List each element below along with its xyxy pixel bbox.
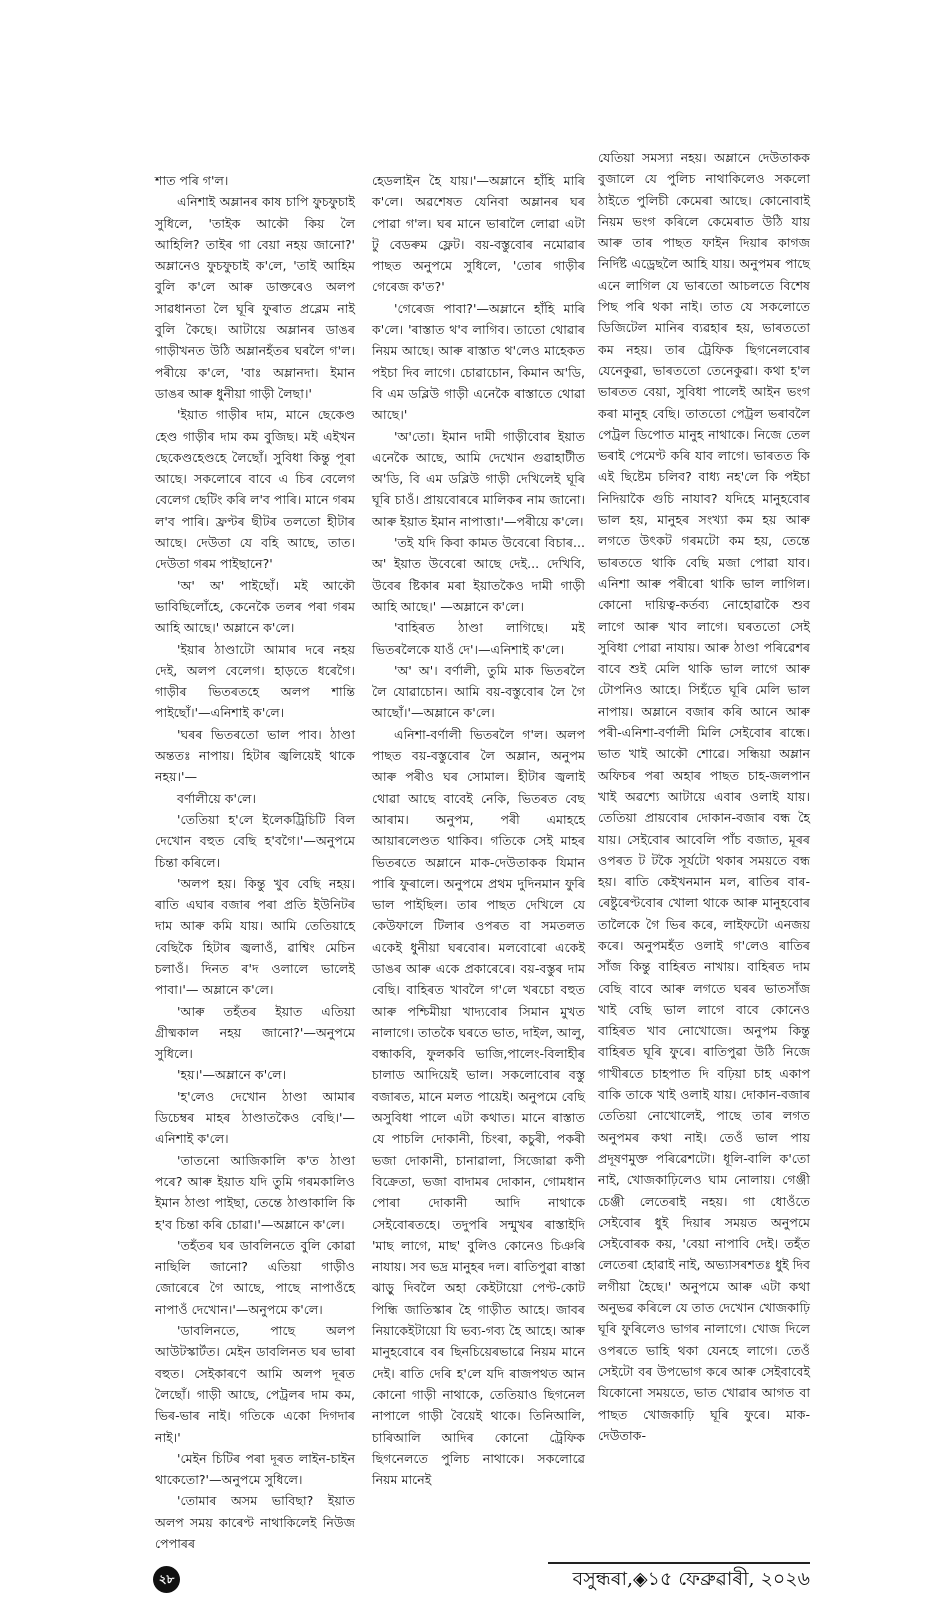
paragraph: 'ঘৰৰ ভিতৰতো ভাল পাব। ঠাণ্ডা অন্ততঃ নাপায়। হিটাৰ জ্বলিয়েই থাকে নহয়।'— (155, 726, 355, 785)
paragraph: বৰ্ণালীয়ে ক'লে। (177, 790, 257, 806)
paragraph: 'হয়।'—অম্লানে ক'লে। (177, 1067, 287, 1083)
paragraph: 'অ' অ' পাইছোঁ। মই আকৌ ভাবিছিলোঁহে, কেনেকৈ তলৰ পৰা গৰম আহি আছে।' অম্লানে ক'লে। (155, 577, 355, 636)
paragraph: 'ইয়াত গাড়ীৰ দাম, মানে ছেকেণ্ড হেণ্ড গাড়ীৰ দাম কম বুজিছ। মই এইখন ছেকেণ্ডহেণ্ডহে লৈছোঁ। সুবিধা কিন্তু পূৰা আছে। সকলোৰে বাবে এ চিৰ বেলেগ বেলেগ ছেটিং কৰি ল'ব পাৰি। মানে গৰম ল'ব পাৰি। ফ্ৰণ্টৰ ছীটৰ তলতো হীটাৰ আছে। দেউতা যে বহি আছে, তাত। দেউতা গৰম পাইছানে?' (155, 407, 355, 572)
footer-divider (548, 1562, 810, 1564)
paragraph: শাত পৰি গ'ল। (155, 173, 229, 188)
paragraph: 'তই যদি কিবা কামত উবেৰো বিচাৰ... অ' ইয়াত উবেৰো আছে দেই... দেখিবি, উবেৰ ষ্টিকাৰ মৰা ইয়াতকৈও দামী গাড়ী আহি আছে।' —অম্লানে ক'লে। (372, 535, 585, 614)
paragraph: 'মেইন চিটিৰ পৰা দূৰত লাইন-চাইন থাকেতো?'—অনুপমে সুধিলে। (155, 1450, 355, 1488)
paragraph: 'অলপ হয়। কিন্তু খুব বেছি নহয়। ৰাতি এঘাৰ বজাৰ পৰা প্ৰতি ইউনিটৰ দাম আৰু কমি যায়। আমি তেতিয়াহে বেছিকৈ হিটাৰ জ্বলাওঁ, ৱাশ্বিং মেচিন চলাওঁ। দিনত ৰ'দ ওলালে ভালেই পাবা।'— অম্লানে ক'লে। (155, 875, 355, 998)
paragraph: 'তেতিয়া হ'লে ইলেকট্ৰিচিটি বিল দেখোন বহুত বেছি হ'বগৈ।'—অনুপমে চিন্তা কৰিলে। (155, 811, 355, 870)
article-column-2 (372, 170, 585, 1490)
paragraph: এনিশা-বৰ্ণালী ভিতৰলৈ গ'ল। অলপ পাছত বয়-বস্তুবোৰ লৈ অম্লান, অনুপম আৰু পৰীও ঘৰ সোমাল। হীটাৰ জ্বলাই থোৱা আছে বাবেই নেকি, ভিতৰত বেছ আৰাম। অনুপম, পৰী এমাহহে আয়াৰলেণ্ডত থাকিব। গতিকে সেই মাহৰ ভিতৰতে অম্লানে মাক-দেউতাকক যিমান পাৰি ফুৰালে। অনুপমে প্ৰথম দুদিনমান ফুৰি ভাল পাইছিল। তাৰ পাছত দেখিলে যে কেউফালে টিলাৰ ওপৰত বা সমতলত একেই ধুনীয়া ঘৰবোৰ। মলবোৰো একেই ডাঙৰ আৰু একে প্ৰকাৰেৰে। বয়-বস্তুৰ দাম বেছি। বাহিৰত খাবলৈ গ'লে খৰচো বহুত আৰু পশ্চিমীয়া খাদ্যবোৰ সিমান মুখত নালাগে। তাতকৈ ঘৰতে ভাত, দাইল, আলু, বন্ধাকবি, ফুলকবি ভাজি,পালেং-বিলাহীৰ চালাড আদিয়েই ভাল। সকলোবোৰ বস্তু বজাৰত, মানে মলত পায়েই। অনুপমে বেছি অসুবিধা পালে এটা কথাত। মানে ৰাস্তাত যে পাচলি দোকানী, চিংৰা, কচুৰী, পকৰী ভজা দোকানী, চানাৱালা, সিজোৱা কণী বিক্ৰেতা, ভজা বাদামৰ দোকান, গোমধান পোৰা দোকানী আদি নাথাকে সেইবোৰতহে। তদুপৰি সন্মুখৰ ৰাস্তাইদি 'মাছ লাগে, মাছ' বুলিও কোনেও চিঞৰি নাযায়। সব ভদ্ৰ মানুহৰ দল। ৰাতিপুৱা ৰাস্তা ঝাড়ু দিবলৈ অহা কেইটায়ো পেণ্ট-কোট পিন্ধি জাতিস্কাৰ হৈ গাড়ীত আহে। জাবৰ নিয়াকেইটায়ো যি ভব্য-গব্য হৈ আহে। আৰু মানুহবোৰে বৰ ছিনচিয়েৰভাৱে নিয়ম মানে দেই। ৰাতি দেৰি হ'লে যদি ৰাজপথত আন কোনো গাড়ী নাথাকে, তেতিয়াও ছিগনেল নাপালে গাড়ী বৈয়েই থাকে। তিনিআলি, চাৰিআলি আদিৰ কোনো ট্ৰেফিক ছিগনেলতে পুলিচ নাথাকে। সকলোৱে নিয়ম মানেই (372, 726, 585, 1488)
paragraph: 'গেৰেজ পাবা?'—অম্লানে হাঁহি মাৰি ক'লে। 'ৰাস্তাত থ'ব লাগিব। তাতো থোৱাৰ নিয়ম আছে। আৰু ৰাস্তাত থ'লেও মাহেকত পইচা দিব লাগে। চোৱাচোন, কিমান অ'ডি, বি এম ডব্লিউ গাড়ী এনেকৈ ৰাস্তাতে থোৱা আছে।' (372, 300, 585, 423)
page-number-badge: ২৮ (153, 1566, 180, 1593)
paragraph: 'বাহিৰত ঠাণ্ডা লাগিছে। মই ভিতৰলৈকে যাওঁ দে'।—এনিশাই ক'লে। (372, 620, 585, 657)
paragraph: হেডলাইন হৈ যায়।'—অম্লানে হাঁহি মাৰি ক'লে। অৱশেষত যেনিবা অম্লানৰ ঘৰ পোৱা গ'ল। ঘৰ মানে ভাৰালৈ লোৱা এটা টু বেডৰুম ফ্লেট। বয়-বস্তুবোৰ নমোৱাৰ পাছত অনুপমে সুধিলে, 'তোৰ গাড়ীৰ গেৰেজ ক'ত?' (372, 173, 585, 295)
paragraph: 'অ' অ'। বৰ্ণালী, তুমি মাক ভিতৰলৈ লৈ যোৱাচোন। আমি বয়-বস্তুবোৰ লৈ গৈ আছোঁ।'—অম্লানে ক'লে। (372, 662, 585, 721)
paragraph: 'ইয়াৰ ঠাণ্ডাটো আমাৰ দৰে নহয় দেই, অলপ বেলেগ। হাড়তে ধৰেগৈ। গাড়ীৰ ভিতৰতহে অলপ শান্তি পাইছোঁ।'—এনিশাই ক'লে। (155, 641, 355, 721)
paragraph: 'ডাবলিনতে, পাছে অলপ আউটস্কাৰ্টত। মেইন ডাবলিনত ঘৰ ভাৰা বহুত। সেইকাৰণে আমি অলপ দূৰত লৈছোঁ। গাড়ী আছে, পেট্ৰলৰ দাম কম, ভিৰ-ভাৰ নাই। গতিকে একো দিগদাৰ নাই।' (155, 1323, 355, 1445)
paragraph: 'তোমাৰ অসম ভাবিছা? ইয়াত অলপ সময় কাৰেণ্ট নাথাকিলেই নিউজ পেপাৰৰ (155, 1493, 355, 1551)
article-column-3 (598, 147, 810, 1446)
footer-magazine-date: বসুন্ধৰা,◈১৫ ফেব্ৰুৱাৰী, ২০২৬ (572, 1568, 810, 1590)
article-column-1 (155, 170, 355, 1554)
paragraph: 'অ'তো। ইমান দামী গাড়ীবোৰ ইয়াত এনেকৈ আছে, আমি দেখোন গুৱাহাটীত অ'ডি, বি এম ডব্লিউ গাড়ী দেখিলেই ঘূৰি ঘূৰি চাওঁ। প্ৰায়বোৰৰে মালিকৰ নাম জানো। আৰু ইয়াত ইমান নাপাত্তা।'—পৰীয়ে ক'লে। (372, 428, 585, 529)
paragraph: এনিশাই অম্লানৰ কাষ চাপি ফুচফুচাই সুধিলে, 'তাইক আকৌ কিয় লৈ আহিলি? তাইৰ গা বেয়া নহয় জানো?' অম্লানেও ফুচফুচাই ক'লে, 'তাই আহিম বুলি ক'লে আৰু ডাক্তৰেও অলপ সাৱধানতা লৈ ঘূৰি ফুৰাত প্ৰব্লেম নাই বুলি কৈছে। আটায়ে অম্লানৰ ডাঙৰ গাড়ীখনত উঠি অম্লানহঁতৰ ঘৰলৈ গ'ল। পৰীয়ে ক'লে, 'বাঃ অম্লানদা। ইমান ডাঙৰ আৰু ধুনীয়া গাড়ী লৈছা।' (155, 194, 355, 401)
paragraph: যেতিয়া সমস্যা নহয়। অম্লানে দেউতাকক বুজালে যে পুলিচ নাথাকিলেও সকলো ঠাইতে পুলিচী কেমেৰা আছে। কোনোবাই নিয়ম ভংগ কৰিলে কেমেৰাত উঠি যায় আৰু তাৰ পাছত ফাইন দিয়াৰ কাগজ নিৰ্দিষ্ট এড্ৰেছলৈ আহি যায়। অনুপমৰ পাছে এনে লাগিল যে ভাৰতো আচলতে বিশেষ পিছ পৰি থকা নাই। তাত যে সকলোতে ডিজিটেল মানিৰ ব্যৱহাৰ হয়, ভাৰততো কম নহয়। তাৰ ট্ৰেফিক ছিগনেলবোৰ যেনেকুৱা, ভাৰততো তেনেকুৱা। কথা হ'ল ভাৰতত বেয়া, সুবিধা পালেই আইন ভংগ কৰা মানুহ বেছি। তাততো পেট্ৰল ভৰাবলৈ পেট্ৰল ডিপোত মানুহ নাথাকে। নিজে তেল ভৰাই পেমেণ্ট কৰি যাব লাগে। ভাৰতত কি এই ছিষ্টেম চলিব? বাধ্য নহ'লে কি পইচা নিদিয়াকৈ গুচি নাযাব? যদিহে মানুহবোৰ ভাল হয়, মানুহৰ সংখ্যা কম হয় আৰু লগতে উৎকট গৰমটো কম হয়, তেন্তে ভাৰততে থাকি বেছি মজা পোৱা যাব। এনিশা আৰু পৰীৰো থাকি ভাল লাগিল। কোনো দায়িত্ব-কৰ্তব্য নোহোৱাকৈ শুব লাগে আৰু খাব লাগে। ঘৰততো সেই সুবিধা পোৱা নাযায়। আৰু ঠাণ্ডা পৰিৱেশৰ বাবে শুই মেলি থাকি ভাল লাগে আৰু টোপনিও আহে। সিহঁতে ঘূৰি মেলি ভাল নাপায়। অম্লানে বজাৰ কৰি আনে আৰু পৰী-এনিশা-বৰ্ণালী মিলি সেইবোৰ ৰান্ধে। ভাত খাই আকৌ শোৱে। সন্ধিয়া অম্লান অফিচৰ পৰা অহাৰ পাছত চাহ-জলপান খাই অৱশ্যে আটায়ে এবাৰ ওলাই যায়। তেতিয়া প্ৰায়বোৰ দোকান-বজাৰ বন্ধ হৈ যায়। সেইবোৰ আবেলি পাঁচ বজাত, মূৰৰ ওপৰত ট টকৈ সূৰ্যটো থকাৰ সময়তে বন্ধ হয়। ৰাতি কেইখনমান মল, ৰাতিৰ বাৰ-ৰেষ্টুৰেণ্টবোৰ খোলা থাকে আৰু মানুহবোৰ তালৈকে গৈ ভিৰ কৰে, লাইফটো এনজয় কৰে। অনুপমহঁত ওলাই গ'লেও ৰাতিৰ সাঁজ কিন্তু বাহিৰত নাখায়। বাহিৰত দাম বেছি বাবে আৰু লগতে ঘৰৰ ভাতসাঁজ খাই বেছি ভাল লাগে বাবে কোনেও বাহিৰত খাব নোখোজে। অনুপম কিন্তু বাহিৰত ঘূৰি ফুৰে। ৰাতিপুৱা উঠি নিজে গাখীৰতে চাহপাত দি বঢ়িয়া চাহ একাপ বাকি তাকে খাই ওলাই যায়। দোকান-বজাৰ তেতিয়া নোখোলেই, পাছে তাৰ লগত অনুপমৰ কথা নাই। তেওঁ ভাল পায় প্ৰদূষণমুক্ত পৰিৱেশটো। ধূলি-বালি ক'তো নাই, খোজকাঢ়িলেও ঘাম নোলায়। গেঞ্জী চেঞ্জী লেতেৰাই নহয়। গা ধোওঁতে সেইবোৰ ধুই দিয়াৰ সময়ত অনুপমে সেইবোৰক কয়, 'বেয়া নাপাবি দেই। তহঁত লেতেৰা হোৱাই নাই, অভ্যাসৰশতঃ ধুই দিব লগীয়া হৈছে।' অনুপমে আৰু এটা কথা অনুভৱ কৰিলে যে তাত দেখোন খোজকাঢ়ি ঘূৰি ফুৰিলেও ভাগৰ নালাগে। খোজ দিলে ওপৰতে ভাহি থকা যেনহে লাগে। তেওঁ সেইটো বৰ উপভোগ কৰে আৰু সেইবাবেই যিকোনো সময়তে, ভাত খোৱাৰ আগত বা পাছত খোজকাঢ়ি ঘূৰি ফুৰে। মাক-দেউতাক- (598, 150, 810, 1443)
paragraph: 'তহঁতৰ ঘৰ ডাবলিনতে বুলি কোৱা নাছিলি জানো? এতিয়া গাড়ীও জোৰেৰে গৈ আছে, পাছে নাপাওঁহে নাপাওঁ দেখোন।'—অনুপমে ক'লে। (155, 1237, 355, 1317)
paragraph: 'তাতনো আজিকালি ক'ত ঠাণ্ডা পৰে? আৰু ইয়াত যদি তুমি গৰমকালিও ইমান ঠাণ্ডা পাইছা, তেন্তে ঠাণ্ডাকালি কি হ'ব চিন্তা কৰি চোৱা।'—অম্লানে ক'লে। (155, 1152, 355, 1232)
paragraph: 'হ'লেও দেখোন ঠাণ্ডা আমাৰ ডিচেম্বৰ মাহৰ ঠাণ্ডাতকৈও বেছি।'—এনিশাই ক'লে। (155, 1088, 355, 1147)
paragraph: 'আৰু তহঁতৰ ইয়াত এতিয়া গ্ৰীষ্মকাল নহয় জানো?'—অনুপমে সুধিলে। (155, 1003, 355, 1062)
